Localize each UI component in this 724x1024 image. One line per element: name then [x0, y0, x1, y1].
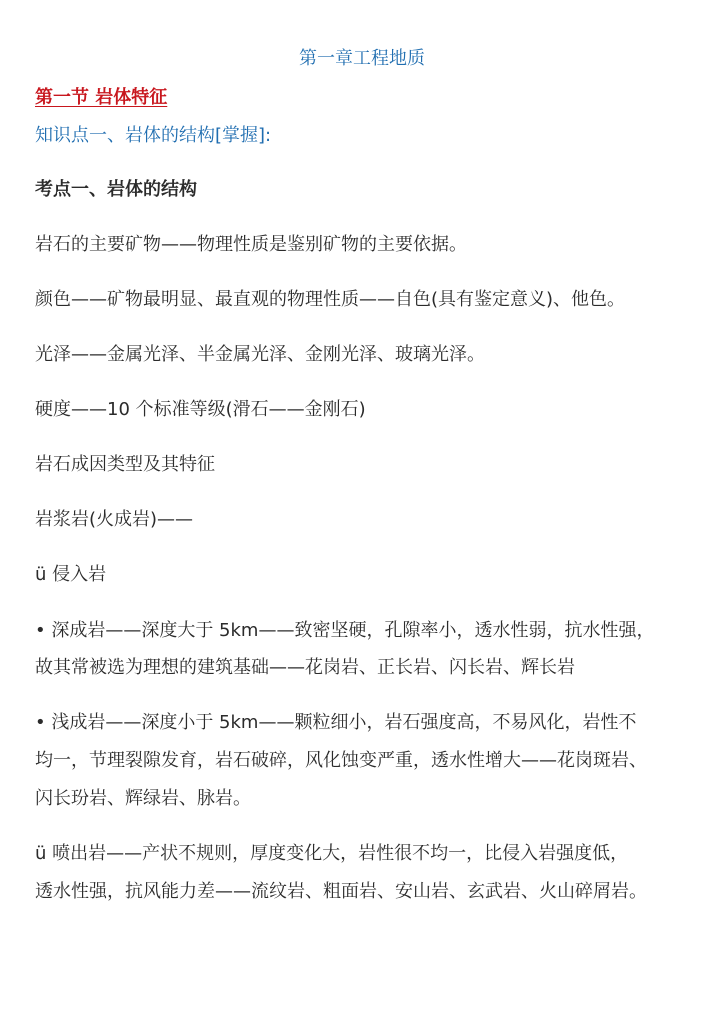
knowledge-point-heading: 知识点一、岩体的结构[掌握]: — [35, 125, 272, 146]
paragraph-plutonic-line2: 故其常被选为理想的建筑基础——花岗岩、正长岩、闪长岩、辉长岩 — [35, 657, 575, 678]
paragraph-hardness: 硬度——10 个标准等级(滑石——金刚石) — [35, 399, 366, 420]
paragraph-extrusive-line2: 透水性强，抗风能力差——流纹岩、粗面岩、安山岩、玄武岩、火山碎屑岩。 — [35, 881, 647, 902]
paragraph-hypabyssal-line3: 闪长玢岩、辉绿岩、脉岩。 — [35, 788, 251, 809]
paragraph-igneous: 岩浆岩(火成岩)—— — [35, 509, 194, 530]
paragraph-color: 颜色——矿物最明显、最直观的物理性质——自色(具有鉴定意义)、他色。 — [35, 289, 626, 310]
paragraph-luster: 光泽——金属光泽、半金属光泽、金刚光泽、玻璃光泽。 — [35, 344, 485, 365]
paragraph-plutonic-line1: • 深成岩——深度大于 5km——致密坚硬，孔隙率小，透水性弱，抗水性强， — [35, 620, 655, 641]
paragraph-rock-origin: 岩石成因类型及其特征 — [35, 454, 215, 475]
paragraph-intrusive: ü 侵入岩 — [35, 564, 107, 585]
paragraph-hypabyssal-line2: 均一，节理裂隙发育，岩石破碎，风化蚀变严重，透水性增大——花岗斑岩、 — [35, 750, 647, 771]
paragraph-hypabyssal-line1: • 浅成岩——深度小于 5km——颗粒细小，岩石强度高，不易风化，岩性不 — [35, 712, 637, 733]
section-title: 第一节 岩体特征 — [35, 87, 168, 108]
paragraph-minerals: 岩石的主要矿物——物理性质是鉴别矿物的主要依据。 — [35, 234, 467, 255]
paragraph-extrusive-line1: ü 喷出岩——产状不规则，厚度变化大，岩性很不均一，比侵入岩强度低， — [35, 843, 629, 864]
chapter-title: 第一章工程地质 — [299, 48, 425, 69]
exam-point-heading: 考点一、岩体的结构 — [35, 179, 197, 200]
